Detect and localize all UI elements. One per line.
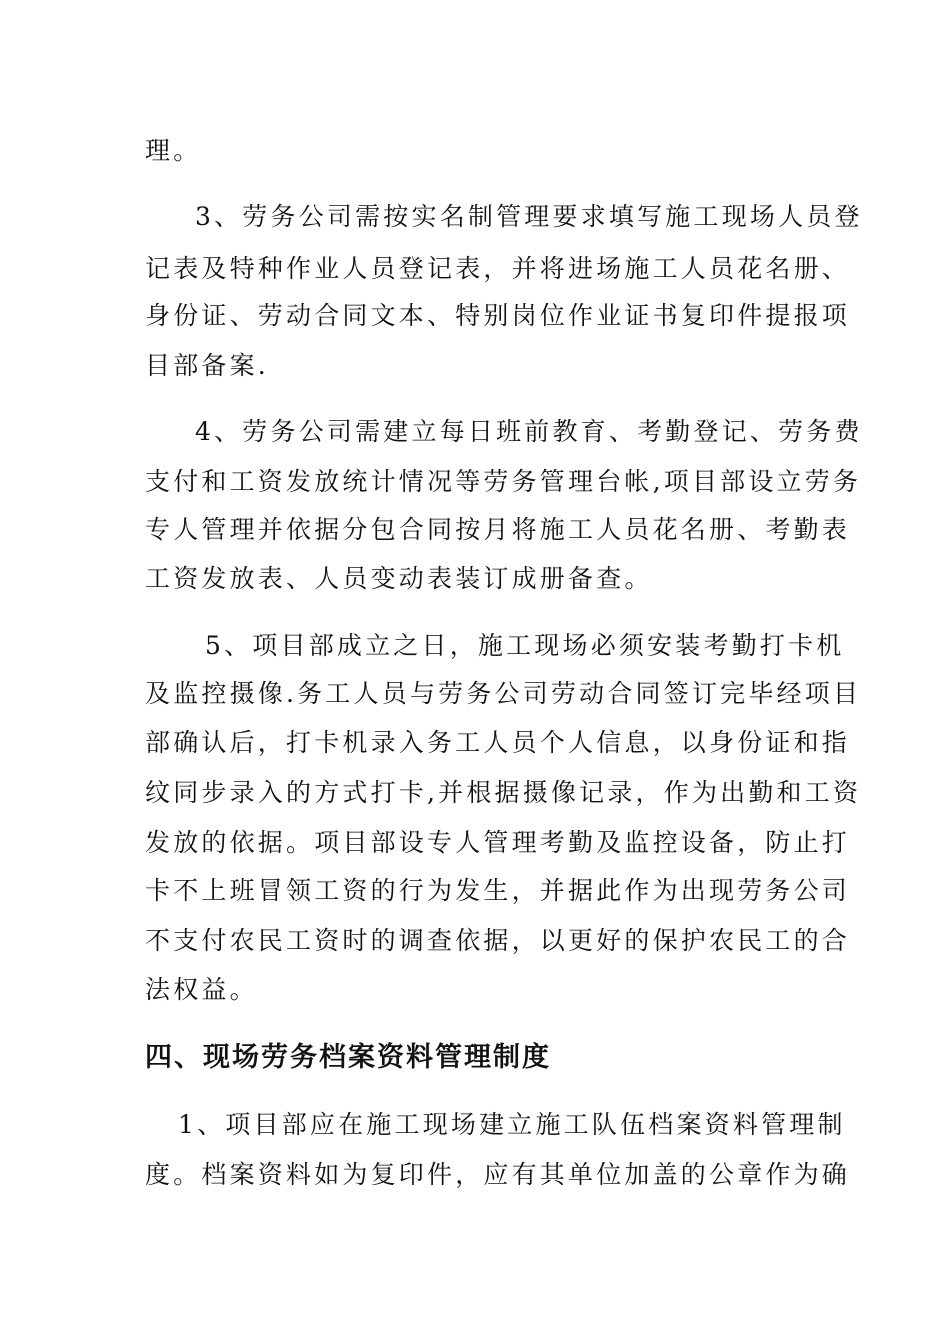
paragraph-line: 度。档案资料如为复印件，应有其单位加盖的公章作为确 xyxy=(145,1160,851,1189)
paragraph-line: 不支付农民工资时的调查依据，以更好的保护农民工的合 xyxy=(145,926,851,955)
paragraph-line: 部确认后，打卡机录入务工人员个人信息，以身份证和指 xyxy=(145,728,851,757)
paragraph-line: 5、项目部成立之日，施工现场必须安装考勤打卡机 xyxy=(205,631,845,660)
section-heading: 四、现场劳务档案资料管理制度 xyxy=(145,1042,551,1073)
paragraph-line: 记表及特种作业人员登记表，并将进场施工人员花名册、 xyxy=(145,254,851,283)
paragraph-line: 及监控摄像.务工人员与劳务公司劳动合同签订完毕经项目 xyxy=(145,679,862,708)
paragraph-line: 法权益。 xyxy=(145,975,258,1004)
paragraph-line: 支付和工资发放统计情况等劳务管理台帐,项目部设立劳务 xyxy=(145,467,862,496)
paragraph-line: 1、项目部应在施工现场建立施工队伍档案资料管理制 xyxy=(178,1110,846,1139)
paragraph-line: 专人管理并依据分包合同按月将施工人员花名册、考勤表 xyxy=(145,515,851,544)
paragraph-line: 卡不上班冒领工资的行为发生，并据此作为出现劳务公司 xyxy=(145,876,851,905)
paragraph-line: 目部备案. xyxy=(145,351,269,380)
paragraph-line: 工资发放表、人员变动表装订成册备查。 xyxy=(145,564,653,593)
paragraph-line: 身份证、劳动合同文本、特别岗位作业证书复印件提报项 xyxy=(145,301,851,330)
paragraph-line: 纹同步录入的方式打卡,并根据摄像记录，作为出勤和工资 xyxy=(145,778,862,807)
paragraph-line: 4、劳务公司需建立每日班前教育、考勤登记、劳务费 xyxy=(195,417,863,446)
paragraph-line: 理。 xyxy=(145,136,202,165)
paragraph-line: 发放的依据。项目部设专人管理考勤及监控设备，防止打 xyxy=(145,828,851,857)
paragraph-line: 3、劳务公司需按实名制管理要求填写施工现场人员登 xyxy=(195,202,863,231)
